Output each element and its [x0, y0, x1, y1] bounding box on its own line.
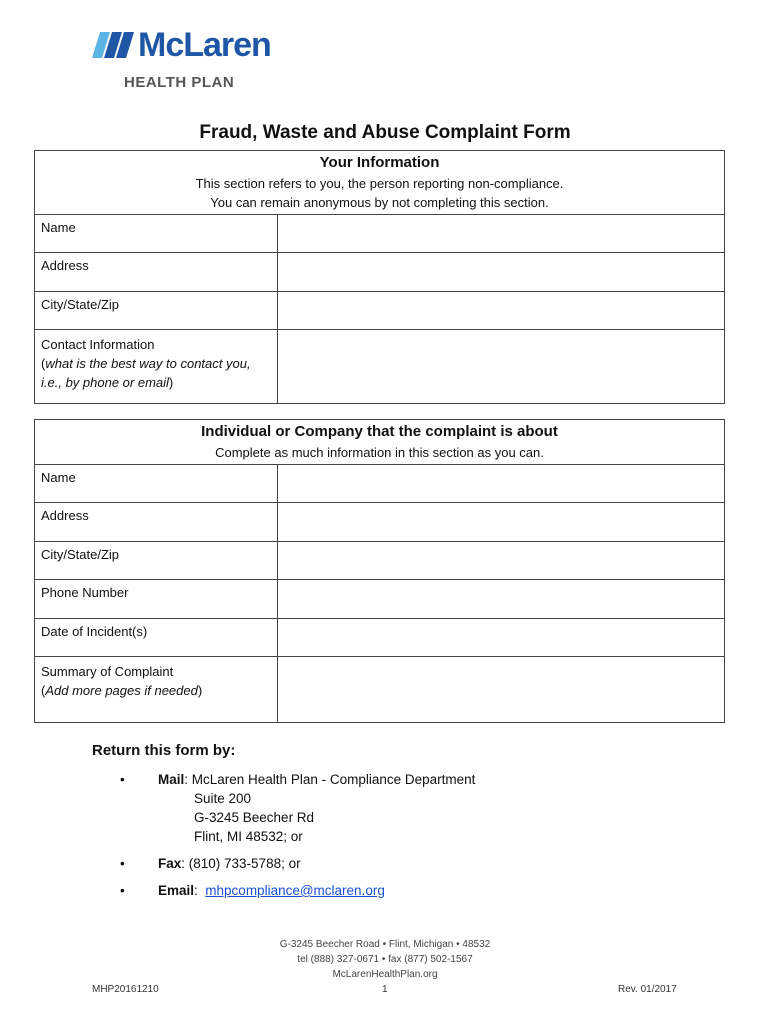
date-of-incident-field[interactable] — [278, 619, 725, 657]
name-label: Name — [35, 215, 278, 253]
email-link[interactable]: mhpcompliance@mclaren.org — [205, 883, 385, 898]
contact-label-text: Contact Information — [41, 337, 155, 352]
subject-name-field[interactable] — [278, 465, 725, 503]
return-heading: Return this form by: — [92, 742, 236, 759]
city-state-zip-field[interactable] — [278, 292, 725, 330]
fax-label: Fax — [158, 856, 182, 871]
city-state-zip-label: City/State/Zip — [35, 292, 278, 330]
summary-field[interactable] — [278, 657, 725, 723]
logo-brand: McLaren — [138, 26, 271, 64]
mclaren-logo-icon — [90, 28, 138, 62]
subject-address-field[interactable] — [278, 503, 725, 542]
mail-label: Mail — [158, 772, 185, 787]
section-header — [35, 151, 725, 215]
email-separator: : — [194, 883, 206, 898]
section-header — [35, 420, 725, 465]
name-field[interactable] — [278, 215, 725, 253]
summary-label: Summary of Complaint (Add more pages if needed) — [35, 657, 278, 723]
date-of-incident-label: Date of Incident(s) — [35, 619, 278, 657]
footer-line-2: tel (888) 327-0671 • fax (877) 502-1567 — [297, 954, 473, 965]
address-label: Address — [35, 253, 278, 292]
revision-date: Rev. 01/2017 — [618, 984, 677, 995]
address-field[interactable] — [278, 253, 725, 292]
mail-line-1: : McLaren Health Plan - Compliance Department — [184, 772, 476, 787]
bullet-icon: • — [120, 772, 125, 787]
mail-line-4: Flint, MI 48532; or — [194, 829, 303, 844]
logo — [90, 26, 290, 96]
bullet-icon: • — [120, 883, 125, 898]
section-heading: Individual or Company that the complaint is about — [201, 423, 558, 440]
list-item — [120, 881, 475, 900]
your-information-table — [34, 150, 725, 404]
form-code: MHP20161210 — [92, 984, 159, 995]
summary-label-text: Summary of Complaint — [41, 664, 174, 679]
phone-number-label: Phone Number — [35, 580, 278, 619]
contact-information-label — [35, 330, 278, 404]
list-item — [120, 770, 475, 846]
section-description: This section refers to you, the person reporting non-compliance. — [195, 176, 564, 191]
page-number: 1 — [382, 984, 388, 995]
summary-hint: Add more pages if needed — [45, 683, 198, 698]
complaint-subject-table — [34, 419, 725, 723]
subject-address-label: Address — [35, 503, 278, 542]
logo-subtitle: HEALTH PLAN — [124, 74, 235, 91]
return-methods-list — [120, 770, 475, 908]
section-heading: Your Information — [319, 154, 440, 171]
subject-name-label: Name — [35, 465, 278, 503]
contact-hint: what is the best way to contact you, i.e., by phone or email — [41, 356, 251, 390]
list-item — [120, 854, 475, 873]
footer-line-3: McLarenHealthPlan.org — [332, 969, 438, 980]
footer-line-1: G-3245 Beecher Road • Flint, Michigan • 48532 — [279, 939, 491, 950]
mail-line-2: Suite 200 — [194, 791, 252, 806]
footer-address — [0, 937, 770, 982]
phone-number-field[interactable] — [278, 580, 725, 619]
section-description: Complete as much information in this section as you can. — [215, 445, 544, 460]
hint-paren: ) — [168, 375, 174, 390]
section-description: You can remain anonymous by not completing this section. — [210, 195, 549, 210]
email-label: Email — [158, 883, 195, 898]
bullet-icon: • — [120, 856, 125, 871]
fax-value: : (810) 733-5788; or — [181, 856, 301, 871]
subject-city-state-zip-label: City/State/Zip — [35, 542, 278, 580]
hint-paren: ( — [41, 356, 46, 371]
contact-information-field[interactable] — [278, 330, 725, 404]
subject-city-state-zip-field[interactable] — [278, 542, 725, 580]
page-title: Fraud, Waste and Abuse Complaint Form — [199, 122, 571, 143]
mail-line-3: G-3245 Beecher Rd — [194, 810, 315, 825]
